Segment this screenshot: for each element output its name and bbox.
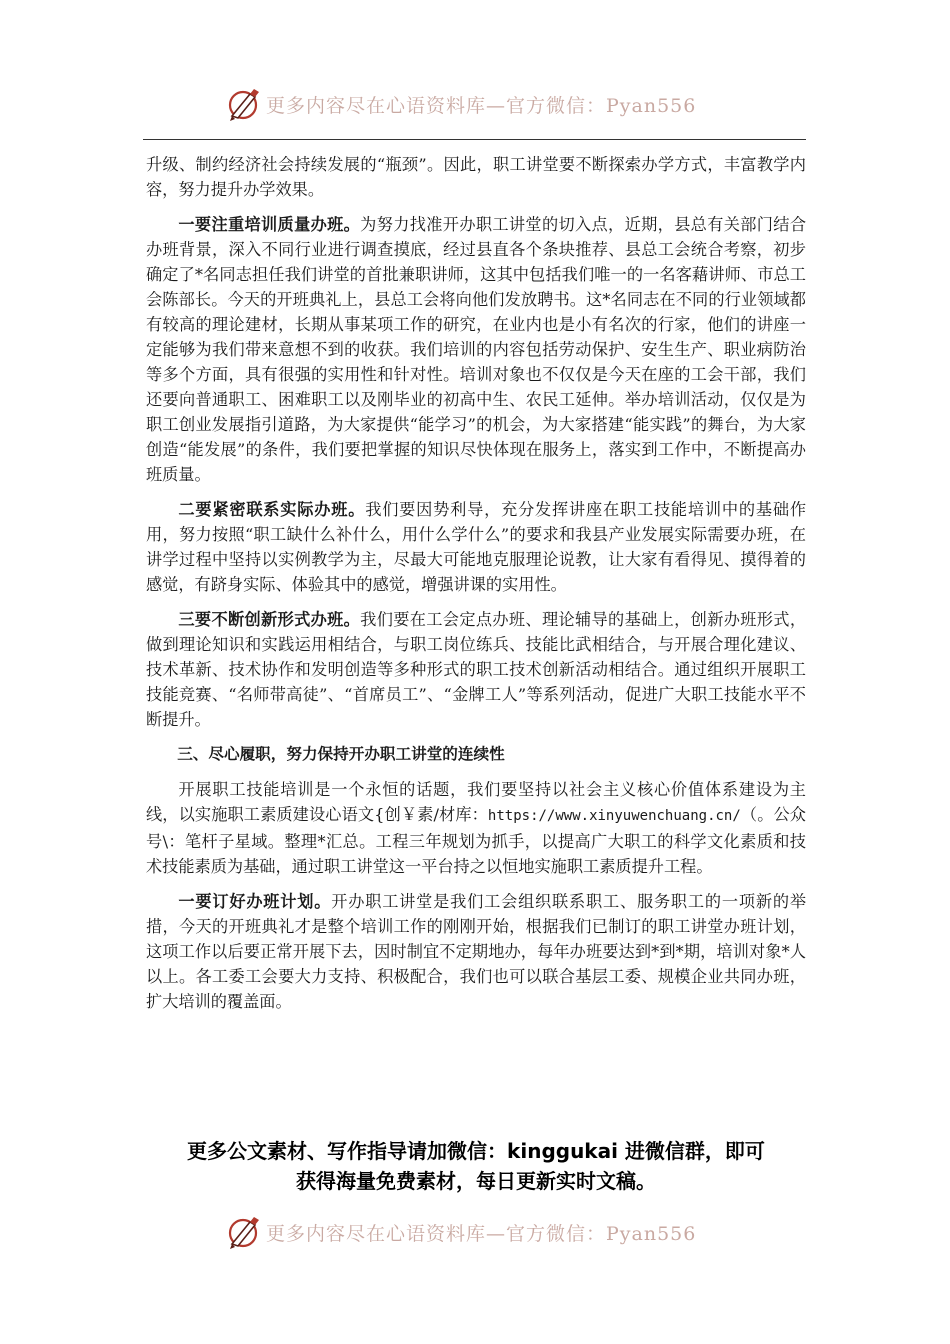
paragraph-continuation: 升级、制约经济社会持续发展的“瓶颈”。因此，职工讲堂要不断探索办学方式，丰富教学内容，努力提升办学效果。 (146, 155, 806, 199)
footer-banner-content (226, 1214, 696, 1250)
footer-banner (0, 1210, 950, 1250)
paragraph-training-quality (146, 212, 806, 487)
pen-logo-icon (226, 86, 262, 122)
promo-line-1: 更多公文素材、写作指导请加微信：kinggukai 进微信群，即可 (187, 1139, 765, 1163)
paragraph-text: 开展职工技能培训是一个永恒的话题，我们要坚持以社会主义核心价值体系建设为主线，以实施职工素质建设心语文{创￥素/材库： (146, 780, 806, 824)
point-lead: 三要不断创新形式办班。 (178, 610, 361, 629)
paragraph-plan (146, 889, 806, 1014)
source-url: https://www.xinyuwenchuang.cn/ (487, 808, 741, 824)
footer-banner-text: 更多内容尽在心语资料库—官方微信：Pyan556 (266, 1222, 697, 1245)
header-banner-text: 更多内容尽在心语资料库—官方微信：Pyan556 (266, 94, 697, 117)
pen-logo-icon (226, 1214, 262, 1250)
point-text: 我们要因势利导，充分发挥讲座在职工技能培训中的基础作用，努力按照“职工缺什么补什么，用什么学什么”的要求和我县产业发展实际需要办班，在讲学过程中坚持以实例教学为主，尽最大可能地克服理论说教，让大家有看得见、摸得着的感觉，有跻身实际、体验其中的感觉，增强讲课的实用性。 (146, 500, 807, 594)
header-divider (143, 139, 806, 140)
section-heading-continuity: 三、尽心履职，努力保持开办职工讲堂的连续性 (177, 745, 505, 763)
document-body (146, 152, 806, 1024)
promo-block (146, 1136, 806, 1196)
header-banner-content (226, 86, 696, 122)
point-text: 我们要在工会定点办班、理论辅导的基础上，创新办班形式，做到理论知识和实践运用相结合，与职工岗位练兵、技能比武相结合，与开展合理化建议、技术革新、技术协作和发明创造等多种形式的职工技术创新活动相结合。通过组织开展职工技能竞赛、“名师带高徒”、“首席员工”、“金牌工人”等系列活动，促进广大职工技能水平不断提升。 (146, 610, 807, 729)
paragraph-innovation (146, 607, 806, 732)
promo-line-2: 获得海量免费素材，每日更新实时文稿。 (296, 1169, 656, 1193)
header-banner (0, 82, 950, 122)
point-text: 开办职工讲堂是我们工会组织联系职工、服务职工的一项新的举措，今天的开班典礼才是整个培训工作的刚刚开始，根据我们已制订的职工讲堂办班计划，这项工作以后要正常开展下去，因时制宜不定期地办，每年办班要达到*到*期，培训对象*人以上。各工委工会要大力支持、积极配合，我们也可以联合基层工委、规模企业共同办班，扩大培训的覆盖面。 (146, 892, 807, 1011)
point-text: 为努力找准开办职工讲堂的切入点，近期，县总有关部门结合办班背景，深入不同行业进行调查摸底，经过县直各个条块推荐、县总工会统合考察，初步确定了*名同志担任我们讲堂的首批兼职讲师，这其中包括我们唯一的一名客藉讲师、市总工会陈部长。今天的开班典礼上，县总工会将向他们发放聘书。这*名同志在不同的行业领域都有较高的理论建材，长期从事某项工作的研究，在业内也是小有名次的行家，他们的讲座一定能够为我们带来意想不到的收获。我们培训的内容包括劳动保护、安生生产、职业病防治等多个方面，具有很强的实用性和针对性。培训对象也不仅仅是今天在座的工会干部，我们还要向普通职工、困难职工以及刚毕业的初高中生、农民工延伸。举办培训活动，仅仅是为职工创业发展指引道路，为大家提供“能学习”的机会，为大家搭建“能实践”的舞台，为大家创造“能发展”的条件，我们要把掌握的知识尽快体现在服务上，落实到工作中，不断提高办班质量。 (146, 215, 807, 484)
point-lead: 二要紧密联系实际办班。 (178, 500, 366, 519)
point-lead: 一要注重培训质量办班。 (178, 215, 361, 234)
paragraph-skills-training (146, 777, 806, 879)
paragraph-practical (146, 497, 806, 597)
paragraph-text: （。公众号\：笔杆子星域。整理*汇总。工程三年规划为抓手，以提高广大职工的科学文化素质和技术技能素质为基础，通过职工讲堂这一平台持之以恒地实施职工素质提升工程。 (146, 805, 806, 876)
point-lead: 一要订好办班计划。 (178, 892, 332, 911)
